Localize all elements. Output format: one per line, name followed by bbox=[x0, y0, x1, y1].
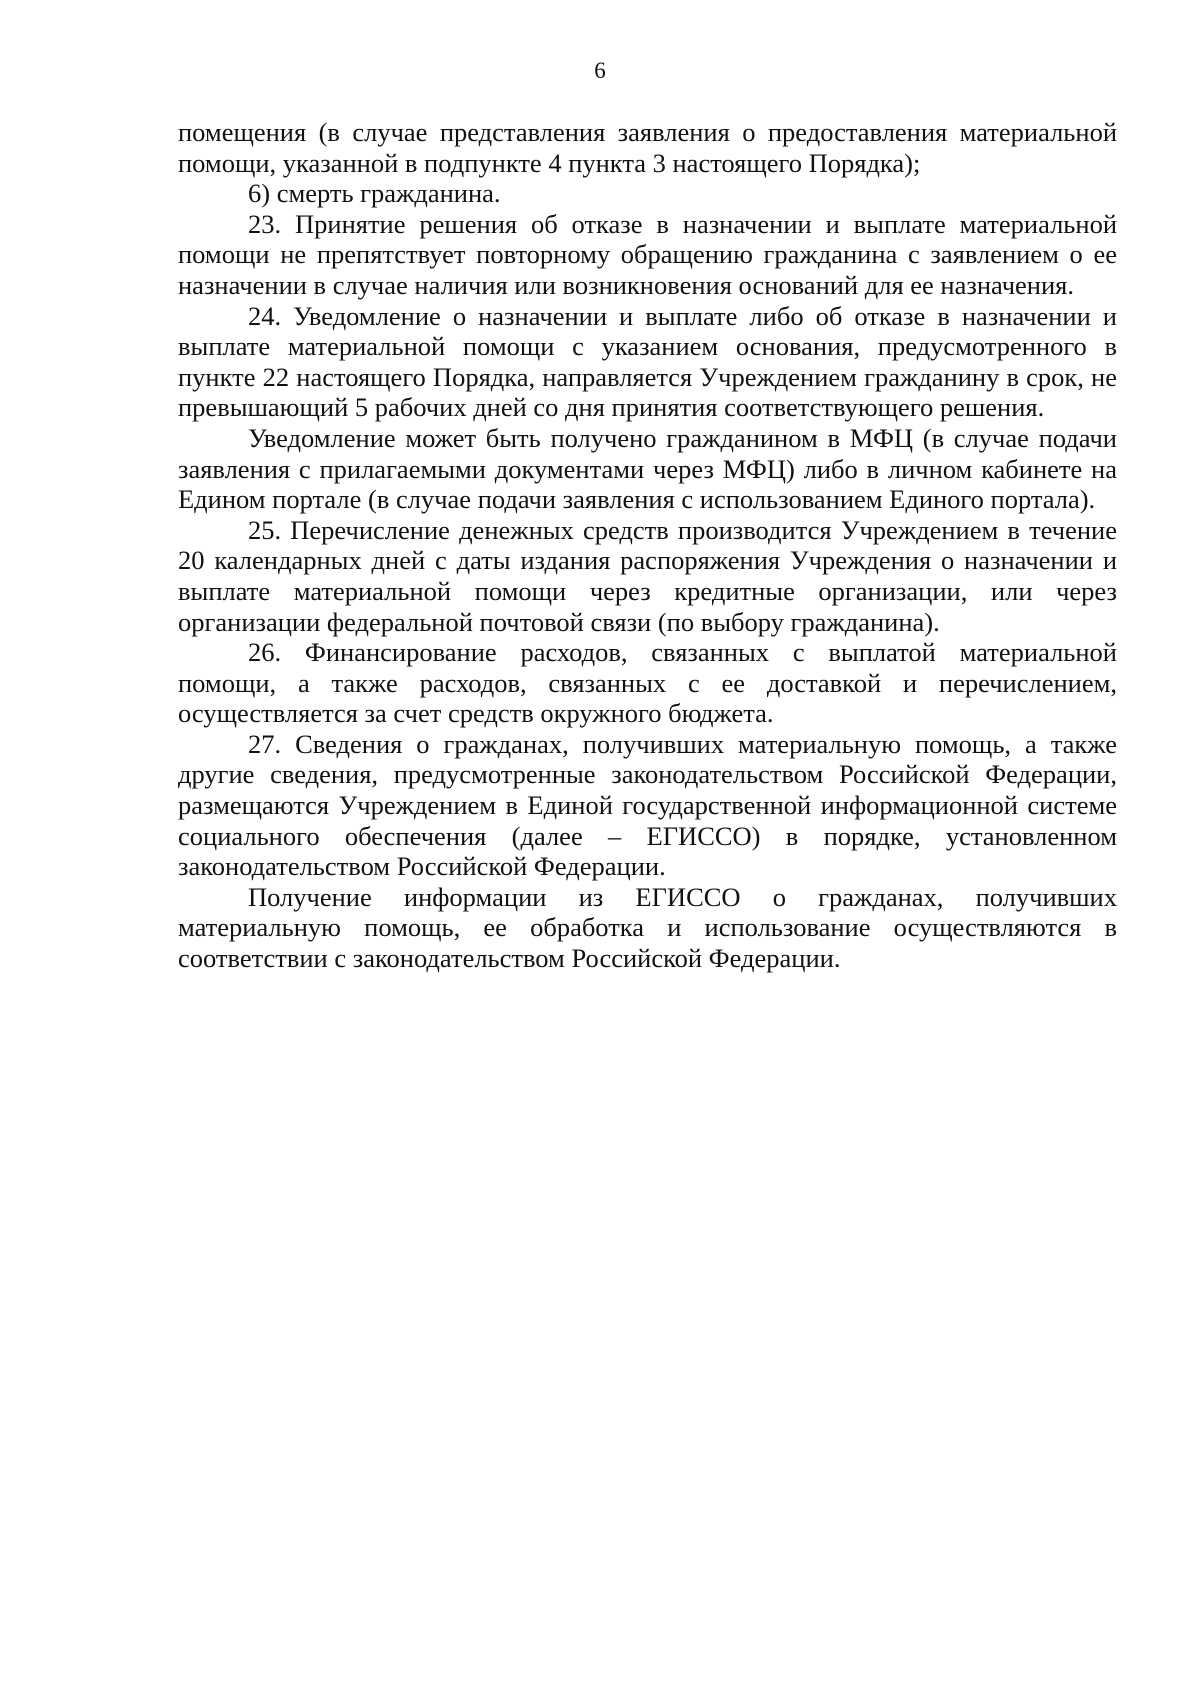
document-body bbox=[178, 117, 1117, 974]
paragraph: Получение информации из ЕГИССО о гражданах, получивших материальную помощь, ее обработка и использование осуществляются в соответствии с законодательством Российской Федерации. bbox=[178, 881, 1117, 974]
paragraph: 6) смерть гражданина. bbox=[248, 178, 501, 209]
paragraph-item-25: 25. Перечисление денежных средств производится Учреждением в течение 20 календарных дней с даты издания распоряжения Учреждения о назначении и выплате материальной помощи через кредитные организации, или через организации федеральной почтовой связи (по выбору гражданина). bbox=[178, 514, 1117, 637]
paragraph: помещения (в случае представления заявления о предоставления материальной помощи, указанной в подпункте 4 пункта 3 настоящего Порядка); bbox=[178, 117, 1117, 178]
page-number: 6 bbox=[594, 58, 606, 83]
paragraph-item-23: 23. Принятие решения об отказе в назначении и выплате материальной помощи не препятствует повторному обращению гражданина с заявлением о ее назначении в случае наличия или возникновения оснований для ее назначения. bbox=[178, 208, 1117, 300]
paragraph: Уведомление может быть получено гражданином в МФЦ (в случае подачи заявления с прилагаемыми документами через МФЦ) либо в личном кабинете на Едином портале (в случае подачи заявления с использованием Единого портала). bbox=[178, 422, 1117, 515]
paragraph-item-26: 26. Финансирование расходов, связанных с выплатой материальной помощи, а также расходов, связанных с ее доставкой и перечислением, осуществляется за счет средств окружного бюджета. bbox=[178, 637, 1117, 729]
paragraph-item-27: 27. Сведения о гражданах, получивших материальную помощь, а также другие сведения, предусмотренные законодательством Российской Федерации, размещаются Учреждением в Единой государственной информационной системе социального обеспечения (далее – ЕГИССО) в порядке, установленном законодательством Российской Федерации. bbox=[178, 728, 1117, 882]
paragraph-item-24: 24. Уведомление о назначении и выплате либо об отказе в назначении и выплате материальной помощи с указанием основания, предусмотренного в пункте 22 настоящего Порядка, направляется Учреждением гражданину в срок, не превышающий 5 рабочих дней со дня принятия соответствующего решения. bbox=[178, 300, 1117, 423]
